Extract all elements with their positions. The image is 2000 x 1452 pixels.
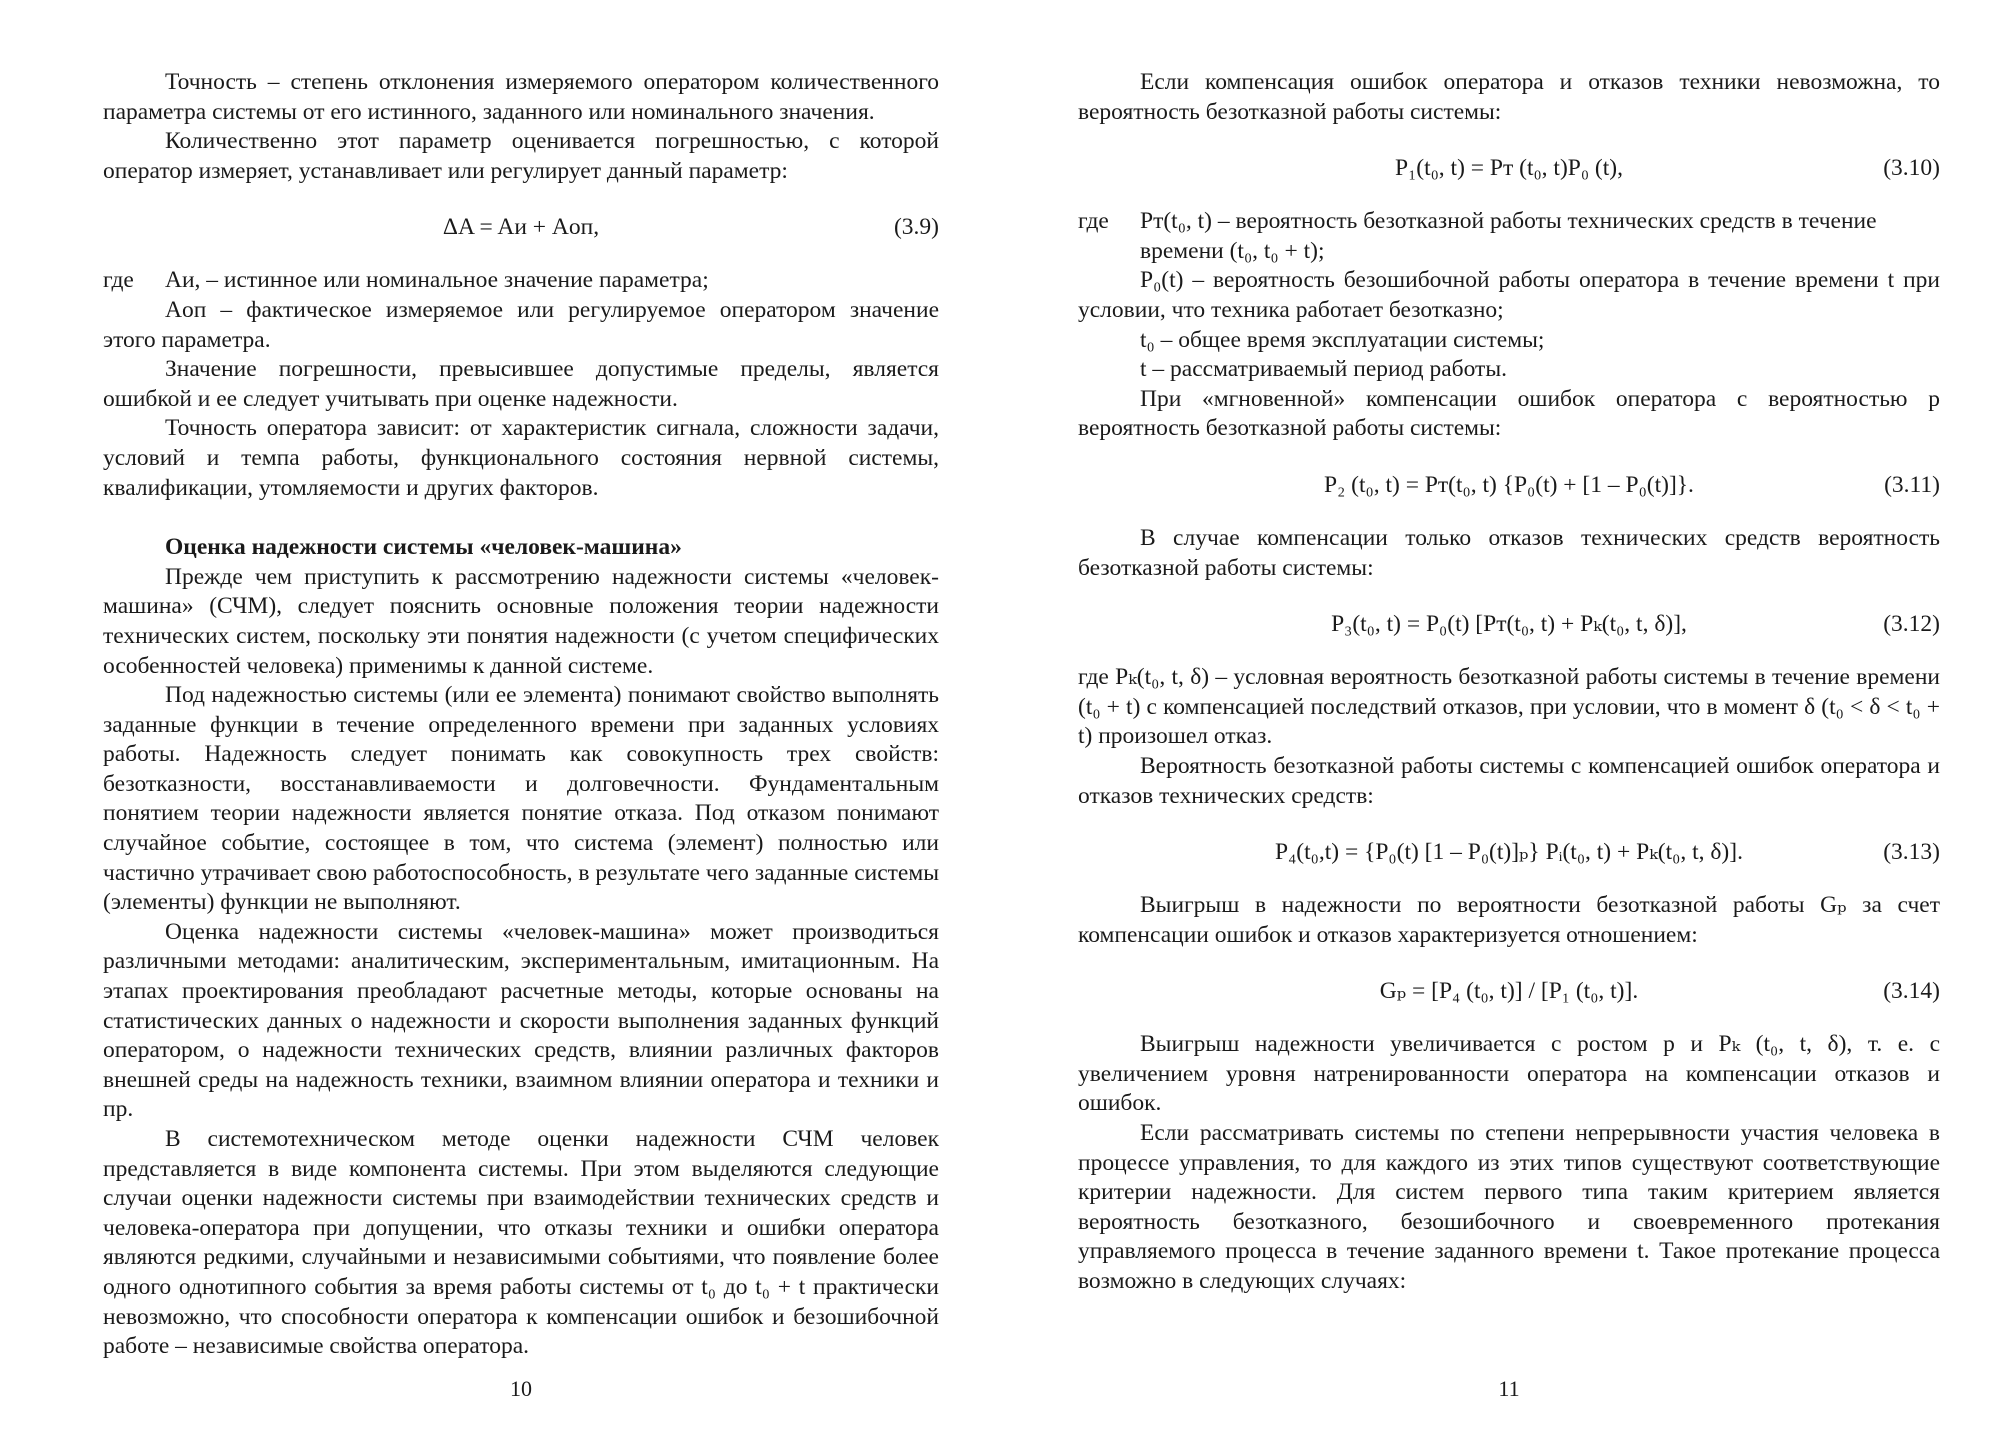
page-number: 10 [510, 1376, 532, 1401]
definition-text: P₀(t) – вероятность безошибочной работы оператора в течение времени t при условии, что техника работает безотказно; [1078, 267, 1940, 323]
equation-number: (3.10) [1883, 155, 1940, 182]
equation-formula: Gₚ = [P₄ (t₀, t)] / [P₁ (t₀, t)]. [1379, 978, 1639, 1005]
equation-formula: P₃(t₀, t) = P₀(t) [Pт(t₀, t) + Pₖ(t₀, t, δ)], [1331, 611, 1687, 638]
paragraph: Прежде чем приступить к рассмотрению надежности системы «человек-машина» (СЧМ), следует пояснить основные положения теории надежности технических систем, поскольку эти понятия надежности (с учетом специфических особенностей человека) применимы к данной системе. [103, 563, 939, 679]
equation-3-9 [103, 212, 939, 242]
where-definition [103, 266, 939, 296]
equation-formula: ΔA = Aи + Aоп, [442, 214, 600, 241]
equation-formula: P₂ (t₀, t) = Pт(t₀, t) {P₀(t) + [1 – P₀(t)]}. [1324, 471, 1694, 498]
equation-number: (3.11) [1884, 471, 1940, 498]
paragraph: Выигрыш надежности увеличивается с ростом p и Pₖ (t₀, t, δ), т. е. с увеличением уровня натренированности оператора на компенсации отказов и ошибок. [1078, 1031, 1940, 1117]
left-page-text-column [103, 68, 939, 1362]
where-keyword: где [103, 267, 134, 294]
section-heading: Оценка надежности системы «человек-машина» [165, 534, 682, 561]
right-page [1000, 0, 2000, 1452]
equation-number: (3.14) [1883, 978, 1940, 1005]
paragraph: В случае компенсации только отказов технических средств вероятность безотказной работы системы: [1078, 524, 1940, 581]
paragraph: Точность – степень отклонения измеряемого оператором количественного параметра системы от его истинного, заданного или номинального значения. [103, 69, 939, 125]
right-page-text-column [1078, 68, 1940, 1297]
equation-formula: P₁(t₀, t) = Pт (t₀, t)P₀ (t), [1395, 155, 1623, 182]
definition-text: t₀ – общее время эксплуатации системы; [1140, 326, 1545, 353]
paragraph: Оценка надежности системы «человек-машина» может производиться различными методами: аналитическим, экспериментальным, имитационным. На этапах проектирования преобладают расчетные методы, которые основаны на статистических данных о надежности и скорости выполнения заданных функций оператором, о надежности технических средств, влиянии различных факторов внешней среды на надежность техники, взаимном влиянии оператора и техники и пр. [103, 918, 939, 1123]
paragraph: Если компенсация ошибок оператора и отказов техники невозможна, то вероятность безотказной работы системы: [1078, 69, 1940, 125]
definition-text: Aи, – истинное или номинальное значение параметра; [165, 267, 709, 294]
paragraph: В системотехническом методе оценки надежности СЧМ человек представляется в виде компонента системы. При этом выделяются следующие случаи оценки надежности системы при взаимодействии технических средств и человека-оператора при допущении, что отказы техники и ошибки оператора являются редкими, случайными и независимыми событиями, что появление более одного однотипного события за время работы системы от t₀ до t₀ + t практически невозможно, что способности оператора к компенсации ошибок и безошибочной работе – независимые свойства оператора. [103, 1126, 939, 1360]
equation-number: (3.13) [1883, 839, 1940, 866]
definition-text: Aоп – фактическое измеряемое или регулируемое оператором значение этого параметра. [103, 296, 939, 353]
equation-3-14 [1078, 976, 1940, 1006]
paragraph: где Pₖ(t₀, t, δ) – условная вероятность безотказной работы системы в течение времени (t₀ + t) с компенсацией последствий отказов, при условии, что в момент δ (t₀ < δ < t₀ + t) произошел отказ. [1078, 664, 1940, 750]
equation-number: (3.9) [893, 214, 939, 241]
paragraph: Под надежностью системы (или ее элемента) понимают свойство выполнять заданные функции в течение определенного времени при заданных условиях работы. Надежность следует понимать как совокупность трех свойств: безотказности, восстанавливаемости и долговечности. Фундаментальным понятием теории надежности является понятие отказа. Под отказом понимают случайное событие, состоящее в том, что система (элемент) полностью или частично утрачивает свою работоспособность, в результате чего заданные системы (элементы) функции не выполняют. [103, 682, 939, 916]
paragraph: Вероятность безотказной работы системы с компенсацией ошибок оператора и отказов технических средств: [1078, 752, 1940, 809]
equation-3-12 [1078, 609, 1940, 639]
equation-3-11 [1078, 470, 1940, 500]
paragraph: Значение погрешности, превысившее допустимые пределы, является ошибкой и ее следует учитывать при оценке надежности. [103, 356, 939, 412]
paragraph: Точность оператора зависит: от характеристик сигнала, сложности задачи, условий и темпа работы, функционального состояния нервной системы, квалификации, утомляемости и других факторов. [103, 415, 939, 501]
definition-text: Pт(t₀, t) – вероятность безотказной работы технических средств в течение времени (t₀, t₀ + t); [1140, 208, 1877, 264]
equation-3-13 [1078, 837, 1940, 867]
definition-text: t – рассматриваемый период работы. [1140, 356, 1507, 383]
paragraph: Если рассматривать системы по степени непрерывности участия человека в процессе управления, то для каждого из этих типов существуют соответствующие критерии надежности. Для систем первого типа таким критерием является вероятность безотказного, безошибочного и своевременного протекания управляемого процесса в течение заданного времени t. Такое протекание процесса возможно в следующих случаях: [1078, 1120, 1940, 1295]
equation-formula: P₄(t₀,t) = {P₀(t) [1 – P₀(t)]ₚ} Pᵢ(t₀, t) + Pₖ(t₀, t, δ)]. [1275, 839, 1743, 866]
equation-3-10 [1078, 153, 1940, 183]
where-keyword: где [1078, 208, 1109, 235]
page-number: 11 [1498, 1376, 1520, 1401]
where-definition [1078, 207, 1940, 266]
paragraph: При «мгновенной» компенсации ошибок оператора с вероятностью p вероятность безотказной работы системы: [1078, 385, 1940, 442]
paragraph: Выигрыш в надежности по вероятности безотказной работы Gₚ за счет компенсации ошибок и отказов характеризуется отношением: [1078, 892, 1940, 948]
equation-number: (3.12) [1883, 611, 1940, 638]
paragraph: Количественно этот параметр оценивается погрешностью, с которой оператор измеряет, устанавливает или регулирует данный параметр: [103, 128, 939, 184]
